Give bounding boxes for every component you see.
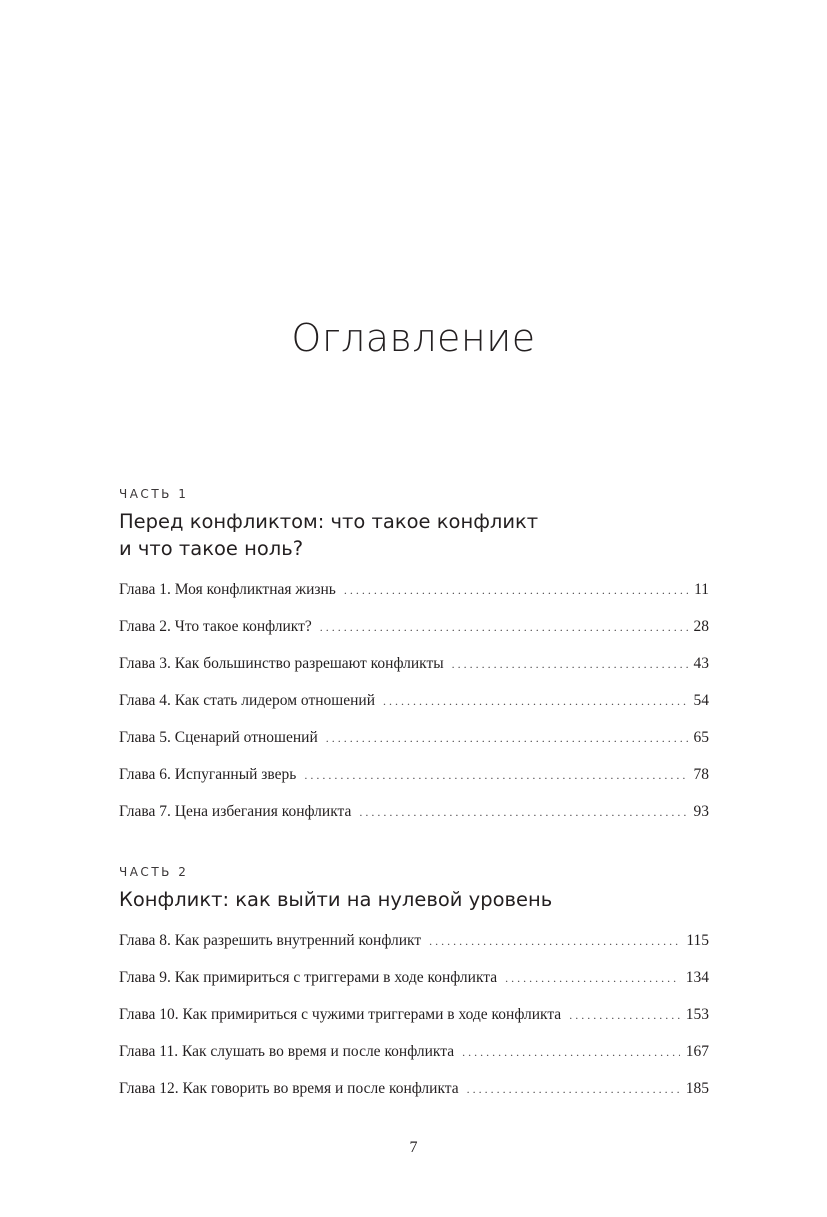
chapter-title: Глава 1. Моя конфликтная жизнь — [119, 581, 336, 598]
chapter-page-number: 11 — [694, 581, 709, 598]
chapter-entry[interactable] — [119, 692, 709, 729]
chapter-entry[interactable] — [119, 932, 709, 969]
dot-leader — [462, 1045, 680, 1060]
page-number: 7 — [409, 1139, 418, 1156]
chapter-page-number: 93 — [693, 803, 709, 820]
dot-leader — [383, 694, 688, 709]
dot-leader — [320, 620, 688, 635]
chapter-entry[interactable] — [119, 969, 709, 1006]
part-2 — [119, 864, 709, 1117]
dot-leader — [344, 583, 688, 598]
chapter-title: Глава 6. Испуганный зверь — [119, 766, 297, 783]
part-title — [119, 508, 709, 562]
part-label: ЧАСТЬ 2 — [119, 865, 189, 879]
chapter-title: Глава 2. Что такое конфликт? — [119, 618, 312, 635]
chapter-entry[interactable] — [119, 1006, 709, 1043]
chapter-title: Глава 5. Сценарий отношений — [119, 729, 318, 746]
dot-leader — [452, 657, 688, 672]
chapter-title: Глава 12. Как говорить во время и после конфликта — [119, 1080, 459, 1097]
chapter-title: Глава 4. Как стать лидером отношений — [119, 692, 375, 709]
chapter-entry[interactable] — [119, 618, 709, 655]
chapter-title: Глава 10. Как примириться с чужими триггерами в ходе конфликта — [119, 1006, 562, 1023]
chapter-page-number: 134 — [685, 969, 709, 986]
chapter-page-number: 43 — [693, 655, 709, 672]
chapter-page-number: 78 — [693, 766, 709, 783]
part-title-line: Конфликт: как выйти на нулевой уровень — [119, 888, 553, 911]
chapter-page-number: 153 — [685, 1006, 709, 1023]
chapter-list — [119, 581, 709, 840]
chapter-entry[interactable] — [119, 803, 709, 840]
chapter-page-number: 65 — [693, 729, 709, 746]
chapter-page-number: 185 — [685, 1080, 709, 1097]
part-1 — [119, 486, 709, 840]
dot-leader — [467, 1082, 680, 1097]
dot-leader — [304, 768, 687, 783]
part-title-line: и что такое ноль? — [119, 537, 304, 560]
chapter-entry[interactable] — [119, 581, 709, 618]
chapter-entry[interactable] — [119, 1043, 709, 1080]
chapter-title: Глава 7. Цена избегания конфликта — [119, 803, 352, 820]
chapter-entry[interactable] — [119, 729, 709, 766]
page-title: Оглавление — [291, 316, 536, 360]
chapter-page-number: 115 — [686, 932, 709, 949]
dot-leader — [359, 805, 687, 820]
chapter-title: Глава 9. Как примириться с триггерами в ходе конфликта — [119, 969, 498, 986]
chapter-title: Глава 3. Как большинство разрешают конфликты — [119, 655, 444, 672]
dot-leader — [326, 731, 688, 746]
chapter-page-number: 28 — [693, 618, 709, 635]
chapter-title: Глава 11. Как слушать во время и после конфликта — [119, 1043, 455, 1060]
part-title-line: Перед конфликтом: что такое конфликт — [119, 510, 539, 533]
dot-leader — [569, 1008, 680, 1023]
dot-leader — [505, 971, 680, 986]
dot-leader — [429, 934, 680, 949]
part-title — [119, 886, 709, 913]
chapter-entry[interactable] — [119, 766, 709, 803]
chapter-entry[interactable] — [119, 655, 709, 692]
part-label: ЧАСТЬ 1 — [119, 487, 189, 501]
chapter-entry[interactable] — [119, 1080, 709, 1117]
chapter-list — [119, 932, 709, 1117]
chapter-page-number: 54 — [693, 692, 709, 709]
chapter-title: Глава 8. Как разрешить внутренний конфликт — [119, 932, 422, 949]
chapter-page-number: 167 — [685, 1043, 709, 1060]
